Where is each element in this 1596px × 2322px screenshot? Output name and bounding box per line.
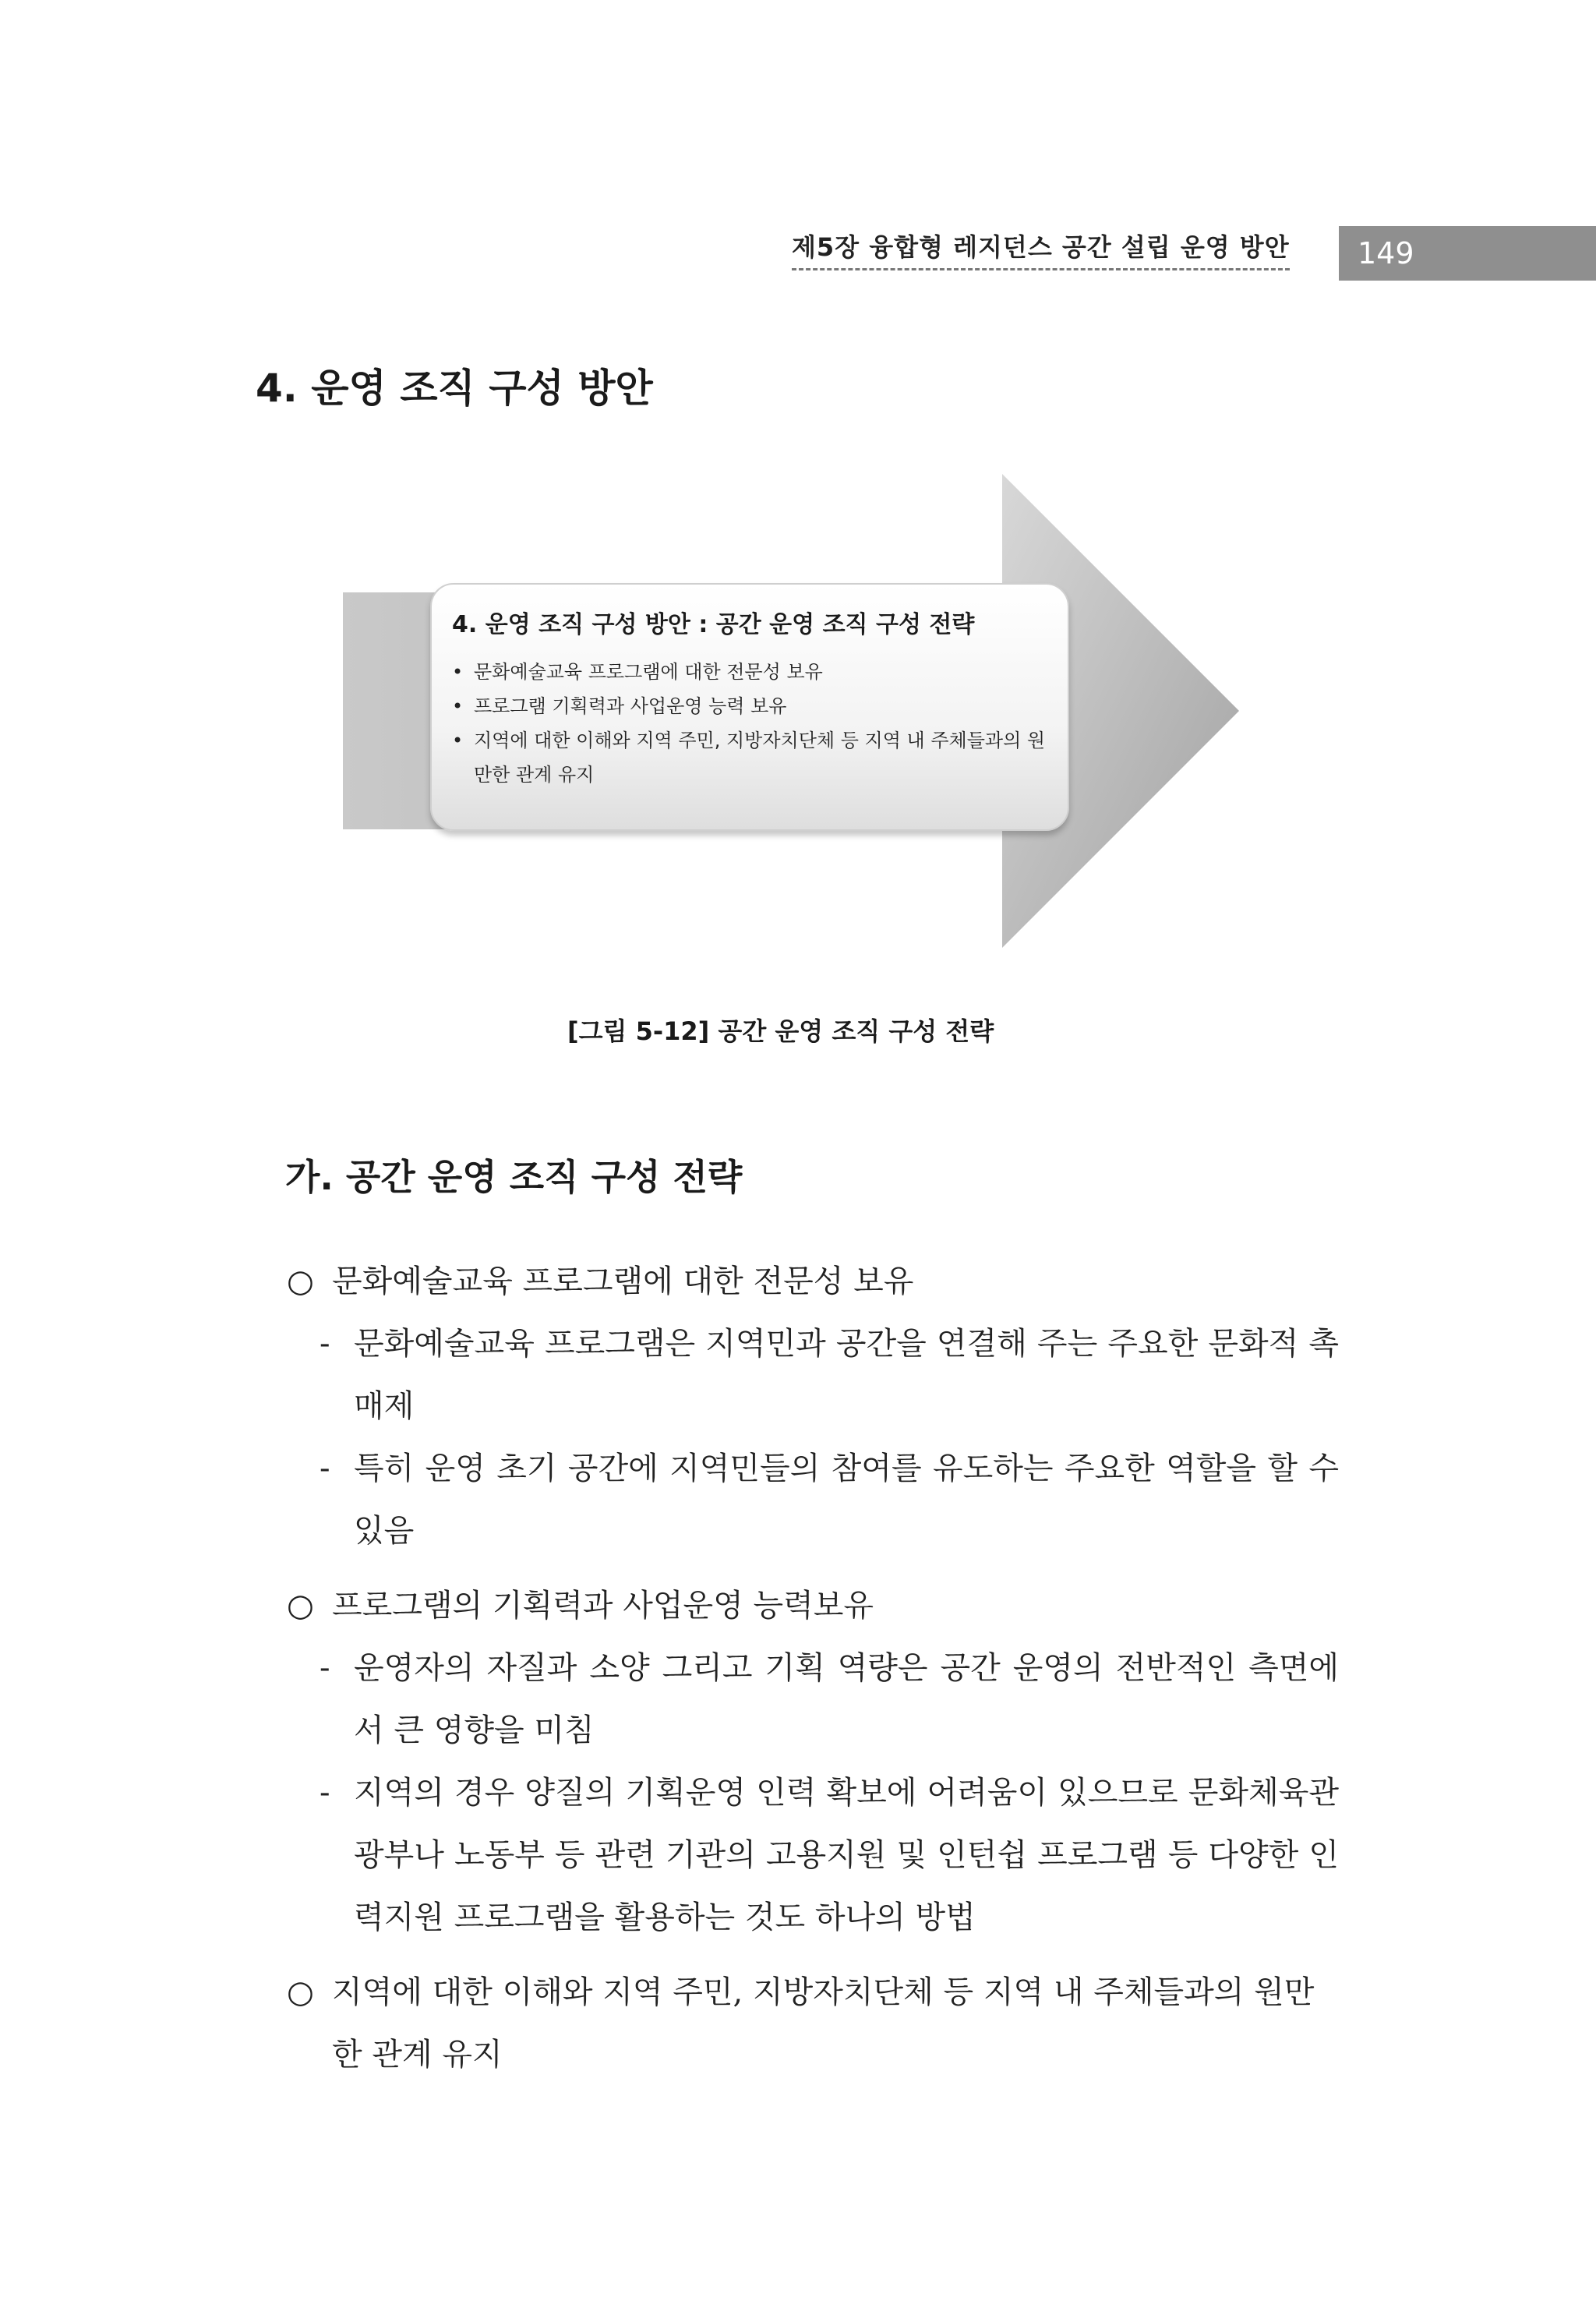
bullet-text: 지역에 대한 이해와 지역 주민, 지방자치단체 등 지역 내 주체들과의 원만한 관계 유지	[332, 1974, 1315, 2073]
bullet-item	[287, 1961, 1339, 2086]
body-content	[287, 1250, 1339, 2098]
sub-item	[287, 1762, 1339, 1949]
sub-item	[287, 1437, 1339, 1562]
strategy-item	[452, 689, 1047, 723]
strategy-list	[452, 655, 1047, 792]
sub-item	[287, 1313, 1339, 1437]
strategy-item-text: 프로그램 기획력과 사업운영 능력 보유	[474, 695, 787, 717]
sub-item-text: 지역의 경우 양질의 기획운영 인력 확보에 어려움이 있으므로 문화체육관광부나 노동부 등 관련 기관의 고용지원 및 인턴쉽 프로그램 등 다양한 인력지원 프로그램을 활용하는 것도 하나의 방법	[354, 1775, 1339, 1935]
bullet-heading	[287, 1961, 1339, 2086]
dash-marker: -	[320, 1775, 330, 1811]
bullet-heading	[287, 1575, 1339, 1637]
bullet-dot: •	[452, 730, 464, 751]
running-header: 제5장 융합형 레지던스 공간 설립 운영 방안	[792, 228, 1290, 270]
strategy-item	[452, 723, 1047, 792]
strategy-box-title: 4. 운영 조직 구성 방안 : 공간 운영 조직 구성 전략	[452, 611, 975, 638]
bullet-dot: •	[452, 695, 464, 717]
sub-item	[287, 1637, 1339, 1762]
strategy-box	[430, 583, 1069, 831]
bullet-text: 프로그램의 기획력과 사업운영 능력보유	[332, 1588, 874, 1624]
bullet-item	[287, 1575, 1339, 1949]
sub-item-text: 운영자의 자질과 소양 그리고 기획 역량은 공간 운영의 전반적인 측면에서 큰 영향을 미침	[354, 1650, 1339, 1748]
dash-marker: -	[320, 1326, 330, 1362]
dash-marker: -	[320, 1650, 330, 1686]
bullet-text: 문화예술교육 프로그램에 대한 전문성 보유	[332, 1263, 914, 1299]
strategy-item	[452, 655, 1047, 689]
circle-bullet-icon: ○	[287, 1974, 314, 2010]
circle-bullet-icon: ○	[287, 1588, 314, 1624]
section-title: 4. 운영 조직 구성 방안	[256, 366, 653, 411]
sub-item-text: 특히 운영 초기 공간에 지역민들의 참여를 유도하는 주요한 역할을 할 수 있음	[354, 1451, 1339, 1549]
page-number: 149	[1339, 226, 1596, 281]
bullet-item	[287, 1250, 1339, 1562]
dash-marker: -	[320, 1451, 330, 1486]
strategy-item-text: 지역에 대한 이해와 지역 주민, 지방자치단체 등 지역 내 주체들과의 원만한 관계 유지	[474, 730, 1046, 786]
strategy-item-text: 문화예술교육 프로그램에 대한 전문성 보유	[474, 661, 823, 683]
bullet-dot: •	[452, 661, 464, 683]
circle-bullet-icon: ○	[287, 1263, 314, 1299]
sub-item-text: 문화예술교육 프로그램은 지역민과 공간을 연결해 주는 주요한 문화적 촉매제	[354, 1326, 1339, 1424]
bullet-heading	[287, 1250, 1339, 1313]
subsection-title: 가. 공간 운영 조직 구성 전략	[285, 1156, 743, 1198]
figure-caption: [그림 5-12] 공간 운영 조직 구성 전략	[567, 1016, 994, 1046]
strategy-figure	[343, 468, 1247, 951]
